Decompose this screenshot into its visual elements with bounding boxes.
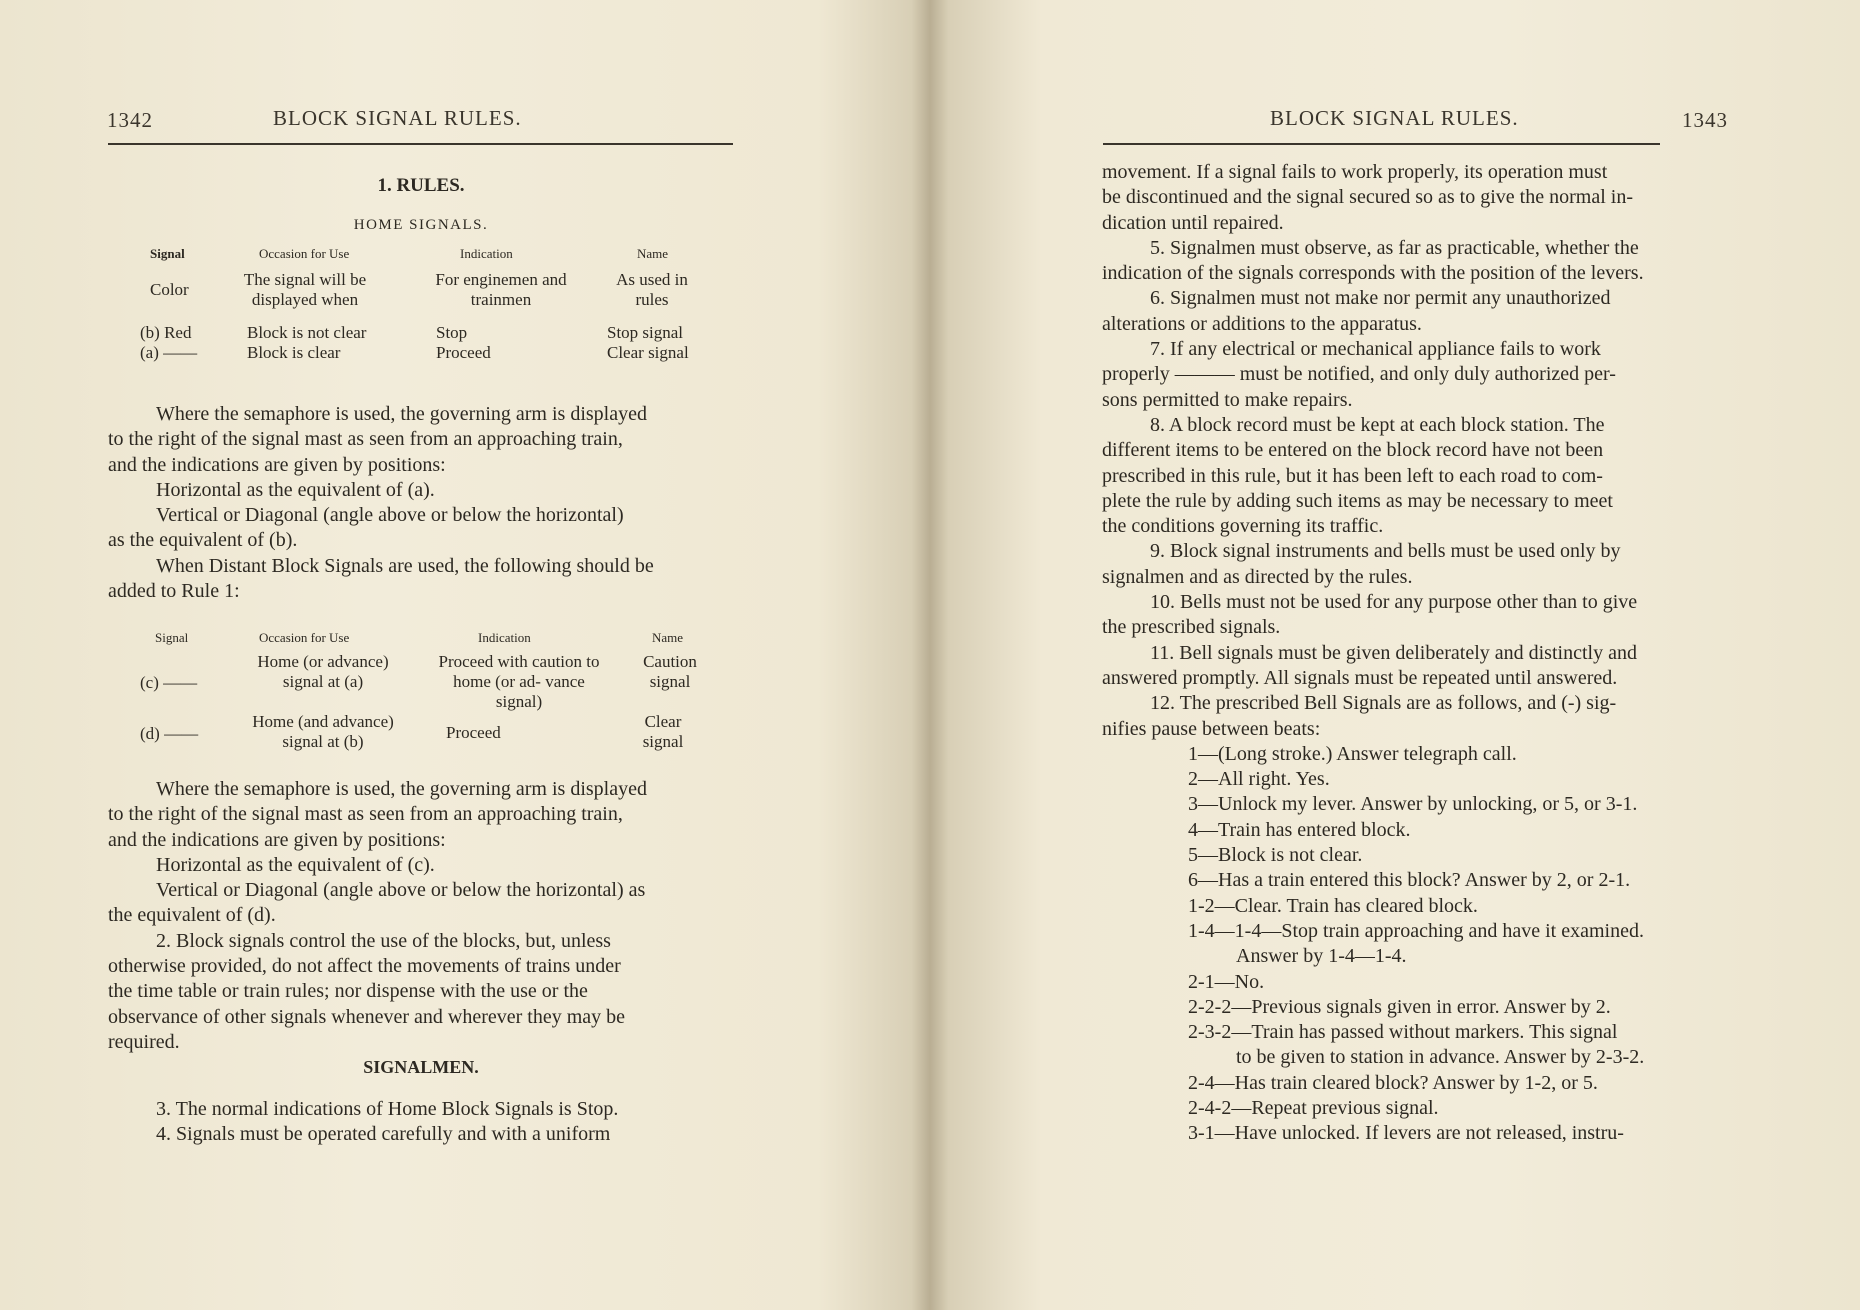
table2-r2-indication: Proceed bbox=[446, 723, 501, 742]
text-line: and the indications are given by positions: bbox=[108, 828, 446, 851]
bell-signal-item: 3—Unlock my lever. Answer by unlocking, or 5, or 3-1. bbox=[1188, 793, 1638, 816]
text-line: plete the rule by adding such items as may be necessary to meet bbox=[1102, 489, 1613, 512]
table2-r2-occasion: Home (and advance) signal at (b) bbox=[252, 712, 394, 751]
table2-header-occasion: Occasion for Use bbox=[259, 630, 350, 645]
table1-header-signal: Signal bbox=[150, 246, 185, 261]
table1-header-name: Name bbox=[637, 246, 669, 261]
text-line: prescribed in this rule, but it has been left to each road to com- bbox=[1102, 464, 1603, 487]
rule-4: 4. Signals must be operated carefully and with a uniform bbox=[156, 1123, 611, 1146]
text-line: required. bbox=[108, 1030, 180, 1053]
table1-r0-occasion: The signal will be displayed when bbox=[243, 270, 367, 309]
rules-3-4 bbox=[108, 1097, 734, 1148]
bell-signal-item: 3-1—Have unlocked. If levers are not released, instru- bbox=[1188, 1122, 1624, 1145]
table1-header-occasion: Occasion for Use bbox=[259, 246, 350, 261]
text-line: 11. Bell signals must be given deliberately and distinctly and bbox=[1150, 641, 1637, 664]
text-line: Where the semaphore is used, the governing arm is displayed bbox=[156, 778, 647, 800]
text-line: answered promptly. All signals must be repeated until answered. bbox=[1102, 666, 1618, 689]
left-header-rule bbox=[108, 143, 733, 145]
table2-r2-name: Clear signal bbox=[642, 712, 684, 751]
text-line: the prescribed signals. bbox=[1102, 616, 1281, 639]
text-line: Vertical or Diagonal (angle above or below the horizontal) as bbox=[156, 879, 646, 902]
right-header-rule bbox=[1103, 143, 1660, 145]
table1-r2-occasion: Block is clear bbox=[247, 343, 341, 362]
text-line: to the right of the signal mast as seen from an approaching train, bbox=[108, 803, 623, 826]
bell-signal-item: 2-4—Has train cleared block? Answer by 1-2, or 5. bbox=[1188, 1071, 1598, 1094]
table2-r2-signal: (d) —— bbox=[140, 724, 199, 743]
bell-signal-item: 1-2—Clear. Train has cleared block. bbox=[1188, 894, 1478, 917]
signalmen-heading: SIGNALMEN. bbox=[363, 1057, 479, 1077]
text-line: and the indications are given by positions: bbox=[108, 453, 446, 476]
table2-header-name: Name bbox=[652, 630, 684, 645]
table1-r1-signal: (b) Red bbox=[140, 323, 192, 342]
text-line: Vertical or Diagonal (angle above or below the horizontal) bbox=[156, 504, 624, 527]
paragraph-semaphore-2 bbox=[108, 777, 734, 1055]
rule-3: 3. The normal indications of Home Block Signals is Stop. bbox=[156, 1098, 619, 1120]
bell-signal-continuation: Answer by 1-4—1-4. bbox=[1236, 945, 1407, 968]
text-line: alterations or additions to the apparatus. bbox=[1102, 312, 1422, 335]
text-line: the time table or train rules; nor dispense with the use or the bbox=[108, 980, 588, 1003]
table1-r2-name: Clear signal bbox=[607, 343, 689, 362]
text-line: to the right of the signal mast as seen from an approaching train, bbox=[108, 428, 623, 451]
left-page-number: 1342 bbox=[107, 108, 153, 132]
text-line: 9. Block signal instruments and bells must be used only by bbox=[1150, 540, 1621, 563]
bell-signal-item: 6—Has a train entered this block? Answer by 2, or 2-1. bbox=[1188, 869, 1631, 892]
table1-r2-signal: (a) —— bbox=[140, 343, 198, 362]
text-line: signalmen and as directed by the rules. bbox=[1102, 565, 1413, 588]
bell-signals-list bbox=[1102, 742, 1662, 1147]
section-heading: 1. RULES. bbox=[377, 175, 465, 196]
right-page bbox=[930, 0, 1860, 1310]
text-line: 8. A block record must be kept at each block station. The bbox=[1150, 413, 1605, 436]
table1-r0-name: As used in rules bbox=[616, 270, 688, 309]
text-line: added to Rule 1: bbox=[108, 580, 240, 603]
text-line: Horizontal as the equivalent of (c). bbox=[156, 853, 435, 876]
table2-header-indication: Indication bbox=[478, 630, 531, 645]
bell-signal-item: 2-1—No. bbox=[1188, 970, 1265, 993]
text-line: the conditions governing its traffic. bbox=[1102, 515, 1384, 538]
bell-signal-item: 5—Block is not clear. bbox=[1188, 844, 1363, 867]
text-line: as the equivalent of (b). bbox=[108, 529, 298, 552]
text-line: movement. If a signal fails to work properly, its operation must bbox=[1102, 161, 1608, 183]
table1-r0-signal: Color bbox=[150, 280, 189, 299]
text-line: dication until repaired. bbox=[1102, 211, 1284, 234]
bell-signal-item: 1—(Long stroke.) Answer telegraph call. bbox=[1188, 742, 1517, 765]
text-line: properly ——— must be notified, and only duly authorized per- bbox=[1102, 363, 1616, 386]
table2-header-signal: Signal bbox=[155, 630, 189, 645]
table2-r1-occasion: Home (or advance) signal at (a) bbox=[257, 652, 389, 691]
table2-r1-name: Caution signal bbox=[643, 652, 697, 691]
table2-r1-indication: Proceed with caution to home (or ad- vance signal) bbox=[438, 652, 600, 711]
text-line: Horizontal as the equivalent of (a). bbox=[156, 478, 435, 501]
bell-signal-continuation: to be given to station in advance. Answer by 2-3-2. bbox=[1236, 1046, 1645, 1069]
text-line: 10. Bells must not be used for any purpose other than to give bbox=[1150, 591, 1638, 614]
right-running-head: BLOCK SIGNAL RULES. bbox=[1270, 106, 1519, 130]
text-line: otherwise provided, do not affect the movements of trains under bbox=[108, 955, 621, 978]
text-line: 7. If any electrical or mechanical appliance fails to work bbox=[1150, 338, 1601, 361]
left-running-head: BLOCK SIGNAL RULES. bbox=[273, 106, 522, 130]
bell-signal-item: 2—All right. Yes. bbox=[1188, 768, 1330, 791]
right-page-body bbox=[1102, 160, 1662, 1147]
paragraph-semaphore-1 bbox=[108, 402, 734, 604]
text-line: observance of other signals whenever and wherever they may be bbox=[108, 1005, 626, 1028]
text-line: sons permitted to make repairs. bbox=[1102, 388, 1353, 411]
bell-signal-item: 2-4-2—Repeat previous signal. bbox=[1188, 1096, 1439, 1119]
bell-signal-item: 4—Train has entered block. bbox=[1188, 818, 1411, 841]
text-line: different items to be entered on the block record have not been bbox=[1102, 439, 1604, 462]
bell-signal-item: 1-4—1-4—Stop train approaching and have it examined. bbox=[1188, 919, 1644, 942]
table1-r1-name: Stop signal bbox=[607, 323, 684, 342]
home-signals-subheading: HOME SIGNALS. bbox=[353, 217, 489, 233]
text-line: 12. The prescribed Bell Signals are as follows, and (-) sig- bbox=[1150, 692, 1617, 715]
text-line: Where the semaphore is used, the governing arm is displayed bbox=[156, 403, 647, 425]
text-line: 6. Signalmen must not make nor permit any unauthorized bbox=[1150, 287, 1611, 310]
table1-r1-indication: Stop bbox=[436, 323, 468, 342]
table2-r1-signal: (c) —— bbox=[140, 673, 198, 692]
table1-r0-indication: For enginemen and trainmen bbox=[435, 270, 567, 309]
bell-signal-item: 2-2-2—Previous signals given in error. Answer by 2. bbox=[1188, 995, 1611, 1018]
text-line: be discontinued and the signal secured so as to give the normal in- bbox=[1102, 186, 1633, 209]
right-page-number: 1343 bbox=[1682, 108, 1728, 132]
table1-header-indication: Indication bbox=[460, 246, 513, 261]
text-line: 2. Block signals control the use of the blocks, but, unless bbox=[156, 929, 611, 952]
table1-r2-indication: Proceed bbox=[436, 343, 491, 362]
text-line: When Distant Block Signals are used, the following should be bbox=[156, 554, 654, 577]
text-line: indication of the signals corresponds with the position of the levers. bbox=[1102, 262, 1644, 285]
text-line: the equivalent of (d). bbox=[108, 904, 276, 927]
table1-r1-occasion: Block is not clear bbox=[247, 323, 367, 342]
bell-signal-item: 2-3-2—Train has passed without markers. This signal bbox=[1188, 1021, 1618, 1044]
text-line: nifies pause between beats: bbox=[1102, 717, 1321, 740]
text-line: 5. Signalmen must observe, as far as practicable, whether the bbox=[1150, 236, 1639, 259]
